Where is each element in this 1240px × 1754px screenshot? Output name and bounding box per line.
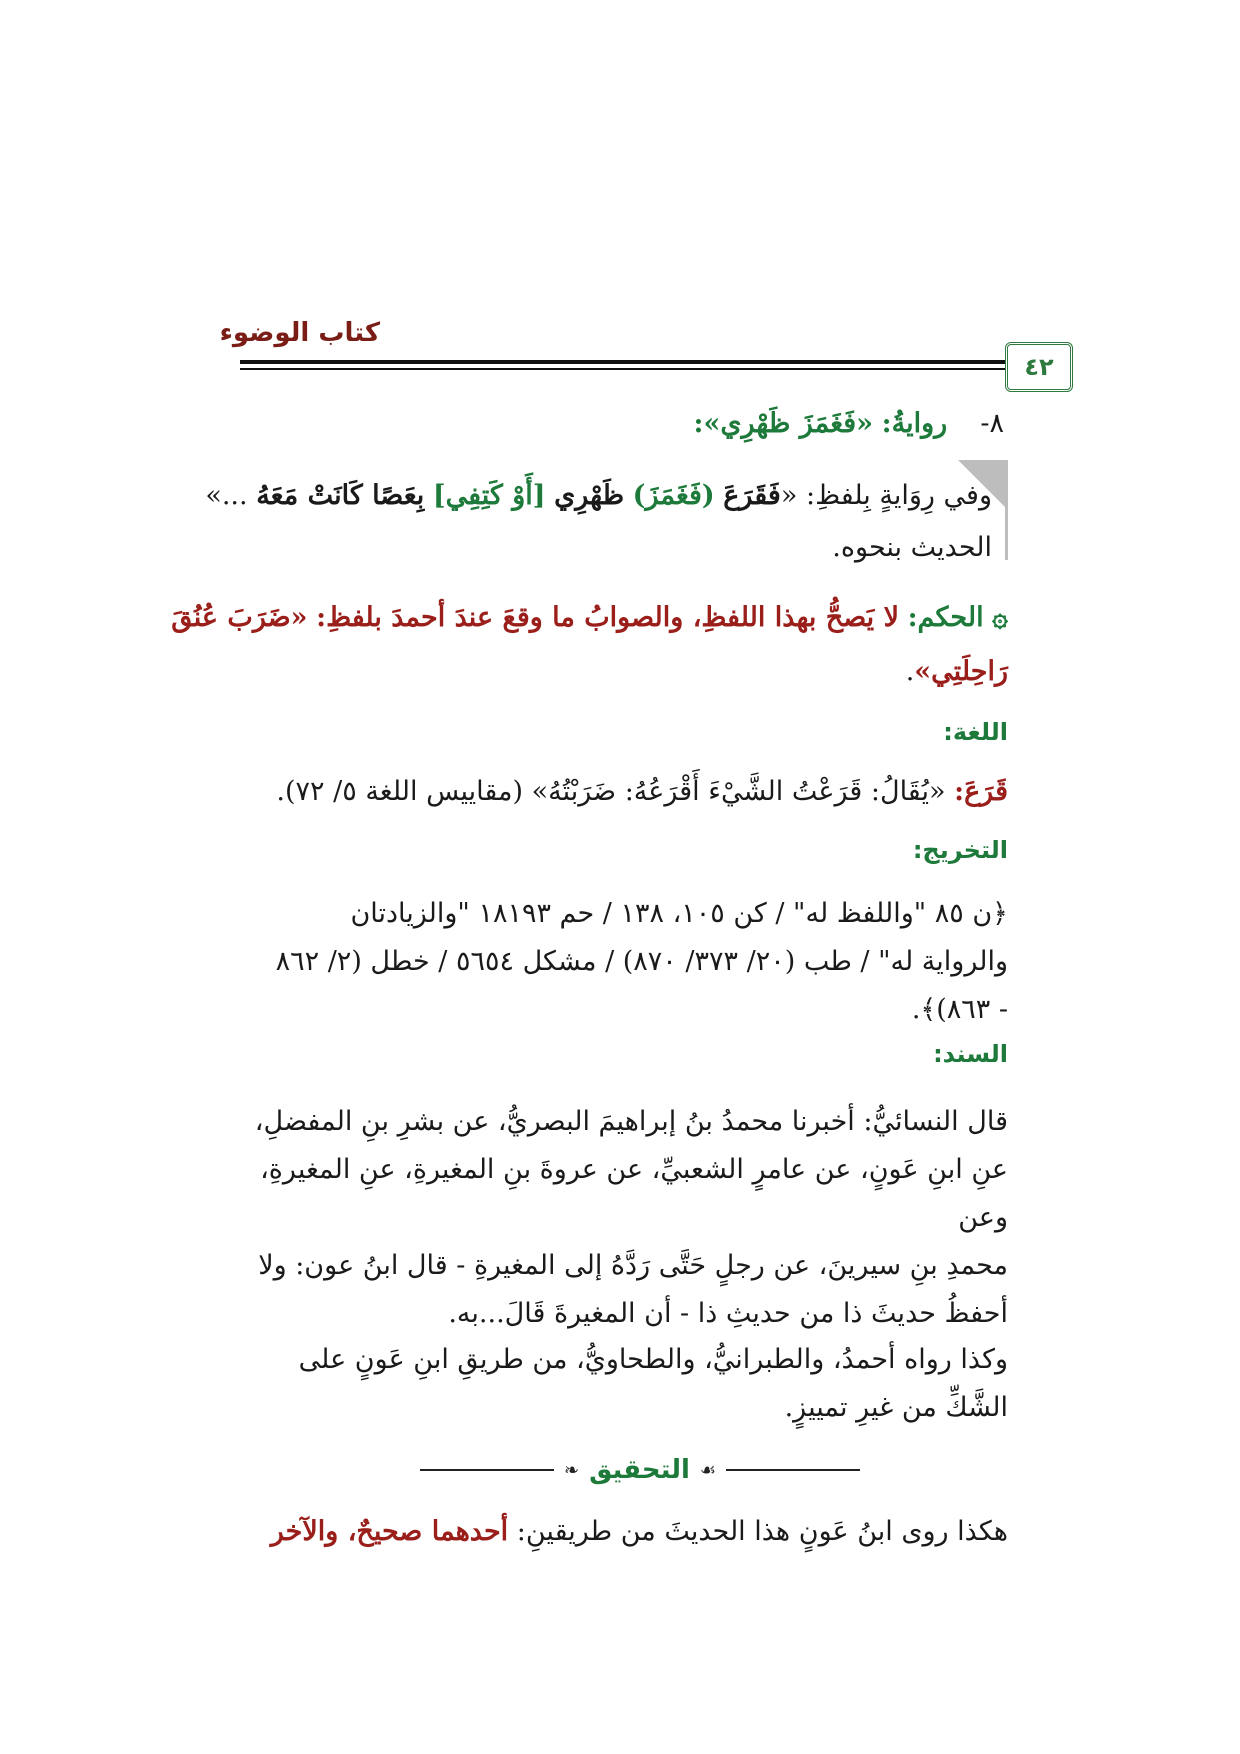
lugha-text: «يُقَالُ: قَرَعْتُ الشَّيْءَ أَقْرَعُهُ: ضَرَبْتُهُ» (مقاييس اللغة ٥/ ٧٢). — [276, 776, 946, 807]
takhrij-line-1: ﴿ن ٨٥ "واللفظ له" / كن ١٠٥، ١٣٨ / حم ١٨١٩٣ "والزيادتان — [350, 898, 1008, 929]
section-quote: «فَغَمَزَ ظَهْرِي»: — [693, 408, 874, 439]
lugha-word: قَرَعَ: — [954, 776, 1008, 807]
section-label: روايةُ: — [881, 408, 948, 439]
ornament-left-icon: ❧ — [563, 1459, 580, 1481]
ornament-right-icon: ☙ — [699, 1459, 717, 1481]
hukm-quote-2: رَاحِلَتِي» — [914, 656, 1008, 687]
riwaya-word-asa: بِعَصًا كَانَتْ مَعَهُ — [256, 480, 425, 511]
lugha-heading: اللغة: — [943, 718, 1008, 746]
section-heading — [694, 408, 1005, 439]
sanad-line-4: أحفظُ حديثَ ذا من حديثِ ذا - أن المغيرةَ قَالَ...به. — [448, 1298, 1008, 1329]
sanad-line-2: عنِ ابنِ عَونٍ، عن عامرٍ الشعبيِّ، عن عروةَ بنِ المغيرةِ، عنِ المغيرةِ، وعن — [260, 1154, 1008, 1233]
riwaya-word-qaraa: فَقَرَعَ — [723, 480, 781, 511]
header-rule-thin — [240, 368, 1005, 370]
hukm-label: الحكم: — [907, 602, 984, 633]
lugha-line — [276, 776, 1008, 807]
quote-open: « — [780, 480, 798, 511]
riwaya-line-2: الحديث بنحوه. — [832, 532, 992, 563]
sanad-heading: السند: — [933, 1040, 1008, 1068]
takhrij-line-3: - ٨٦٣)﴾. — [911, 994, 1008, 1025]
book-title: كتاب الوضوء — [219, 318, 380, 348]
divider-line-right — [726, 1469, 860, 1471]
hukm-period: . — [905, 656, 915, 687]
sanad-line-3: محمدِ بنِ سيرينَ، عن رجلٍ حَتَّى رَدَّهُ إلى المغيرةِ - قال ابنُ عون: ولا — [258, 1250, 1008, 1281]
page-number-badge — [1005, 342, 1073, 392]
riwaya-word-ghamaz: (فَغَمَزَ) — [632, 480, 715, 511]
tahqiq-text: هكذا روى ابنُ عَونٍ هذا الحديثَ من طريقينِ: — [516, 1516, 1008, 1547]
riwaya-word-zahri: ظَهْرِي — [554, 480, 625, 511]
header-rule — [240, 360, 1005, 364]
hukm-quote-1: «ضَرَبَ عُنُقَ — [171, 602, 308, 633]
hukm-ornament-icon: ۞ — [992, 602, 1008, 633]
page-number: ٤٢ — [1024, 353, 1054, 381]
hukm-text: لا يَصحُّ بهذا اللفظِ، والصوابُ ما وقعَ عندَ أحمدَ بلفظِ: — [316, 602, 899, 633]
sanad-line-1: قال النسائيُّ: أخبرنا محمدُ بنُ إبراهيمَ البصريُّ، عن بشرِ بنِ المفضلِ، — [254, 1106, 1008, 1137]
section-number: ٨- — [980, 408, 1004, 439]
sanad-paragraph-1 — [218, 1098, 1008, 1338]
tahqiq-line — [271, 1516, 1008, 1547]
riwaya-word-katifi: [أَوْ كَتِفِي] — [432, 480, 546, 511]
riwaya-intro: وفي رِوَايةٍ بِلفظِ: — [805, 480, 992, 511]
takhrij-line-2: والرواية له" / طب (٢٠/ ٣٧٣/ ٨٧٠) / مشكل ٥٦٥٤ / خطل (٢/ ٨٦٢ — [275, 946, 1008, 977]
takhrij-heading: التخريج: — [912, 836, 1008, 864]
divider-line-left — [420, 1469, 554, 1471]
tahqiq-highlight: أحدهما صحيحٌ، والآخر — [270, 1516, 509, 1547]
sanad-p2-line-2: الشَّكِّ من غيرِ تمييزٍ. — [784, 1392, 1008, 1423]
tahqiq-divider — [420, 1455, 860, 1485]
quote-close: ...» — [205, 480, 248, 511]
sanad-paragraph-2 — [218, 1336, 1008, 1432]
riwaya-line-1 — [205, 480, 992, 511]
takhrij-block — [218, 890, 1008, 1034]
margin-bar — [1005, 460, 1008, 560]
tahqiq-heading: التحقيق — [589, 1455, 690, 1485]
hukm-line-2 — [906, 656, 1008, 687]
hukm-line-1 — [171, 602, 1008, 633]
sanad-p2-line-1: وكذا رواه أحمدُ، والطبرانيُّ، والطحاويُّ، من طريقِ ابنِ عَونٍ على — [298, 1344, 1008, 1375]
